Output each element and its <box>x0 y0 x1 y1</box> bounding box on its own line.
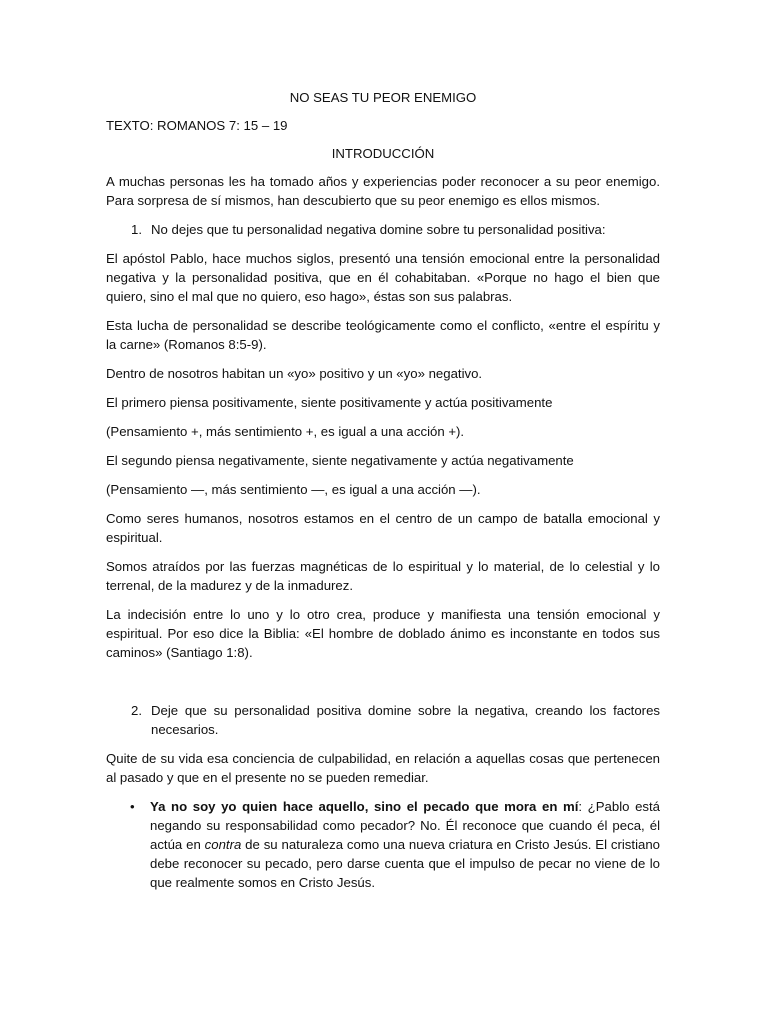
bullet-bold-text: Ya no soy yo quien hace aquello, sino el pecado que mora en mí <box>150 799 579 814</box>
list-number: 1. <box>131 222 142 237</box>
intro-paragraph: A muchas personas les ha tomado años y experiencias poder reconocer a su peor enemigo. Para sorpresa de sí mismos, han descubierto que su peor enemigo es ellos mismos. <box>106 174 660 208</box>
bullet-text <box>150 797 660 892</box>
section-heading-introduction: INTRODUCCIÓN <box>331 146 435 161</box>
scripture-reference: TEXTO: ROMANOS 7: 15 – 19 <box>106 118 288 133</box>
document-title: NO SEAS TU PEOR ENEMIGO <box>289 90 477 105</box>
paragraph: El apóstol Pablo, hace muchos siglos, presentó una tensión emocional entre la personalidad negativa y la personalidad positiva, que en él cohabitaban. «Porque no hago el bien que quiero, sino el mal que no quiero, eso hago», éstas son sus palabras. <box>106 251 660 304</box>
spacer <box>106 672 660 701</box>
paragraph: La indecisión entre lo uno y lo otro crea, produce y manifiesta una tensión emocional y espiritual. Por eso dice la Biblia: «El hombre de doblado ánimo es inconstante en todos sus caminos» (Santiago 1:8). <box>106 607 660 660</box>
numbered-item-2 <box>106 701 660 739</box>
bullet-italic-text: contra <box>204 837 242 852</box>
paragraph: (Pensamiento —, más sentimiento —, es igual a una acción —). <box>106 482 481 497</box>
paragraph: El primero piensa positivamente, siente positivamente y actúa positivamente <box>106 395 553 410</box>
paragraph: (Pensamiento +, más sentimiento +, es igual a una acción +). <box>106 424 465 439</box>
paragraph: El segundo piensa negativamente, siente negativamente y actúa negativamente <box>106 453 574 468</box>
paragraph: Somos atraídos por las fuerzas magnéticas de lo espiritual y lo material, de lo celestial y lo terrenal, de la madurez y de la inmadurez. <box>106 559 660 593</box>
paragraph: Quite de su vida esa conciencia de culpabilidad, en relación a aquellas cosas que pertenecen al pasado y que en el presente no se pueden remediar. <box>106 751 660 785</box>
bullet-icon: • <box>130 799 135 814</box>
bullet-text-part2: de su naturaleza como una nueva criatura en Cristo Jesús. El cristiano debe reconocer su pecado, pero darse cuenta que el impulso de pecar no viene de lo que realmente somos en Cristo Jesús. <box>150 837 660 890</box>
paragraph: Dentro de nosotros habitan un «yo» positivo y un «yo» negativo. <box>106 366 483 381</box>
document-page <box>106 88 660 902</box>
bullet-text-part1: : ¿Pablo está negando su responsabilidad como pecador? No. Él reconoce que cuando él peca, él actúa en <box>150 799 661 852</box>
list-number: 2. <box>131 703 142 718</box>
numbered-item-1 <box>106 220 660 239</box>
paragraph: Esta lucha de personalidad se describe teológicamente como el conflicto, «entre el espíritu y la carne» (Romanos 8:5-9). <box>106 318 660 352</box>
paragraph: Como seres humanos, nosotros estamos en el centro de un campo de batalla emocional y espiritual. <box>106 511 660 545</box>
bullet-item <box>106 797 660 892</box>
list-item-text: No dejes que tu personalidad negativa domine sobre tu personalidad positiva: <box>151 222 606 237</box>
list-item-text: Deje que su personalidad positiva domine sobre la negativa, creando los factores necesarios. <box>151 703 660 737</box>
